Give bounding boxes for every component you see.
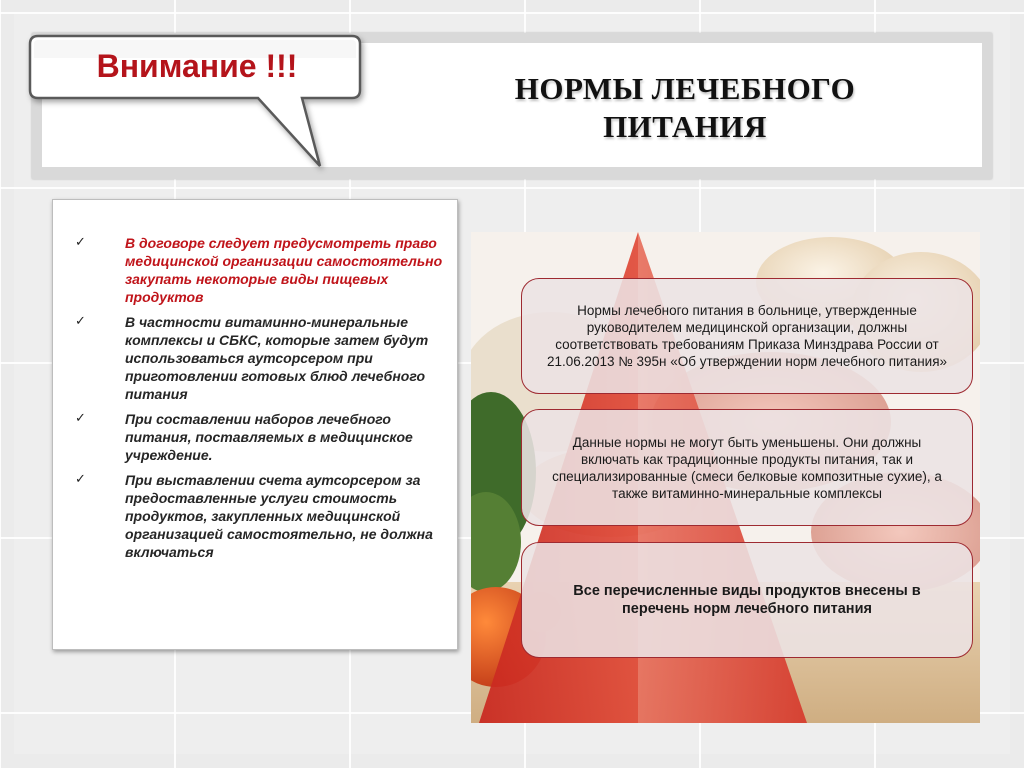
checkmark-icon: ✓ — [75, 235, 86, 250]
bullet-item — [75, 234, 443, 306]
checkmark-icon: ✓ — [75, 314, 86, 329]
bullet-text: В частности витаминно-минеральные комплексы и СБКС, которые затем будут использоваться аутсорсером при приготовлении готовых блюд лечебного питания — [125, 314, 429, 402]
page-title — [455, 70, 915, 146]
bullet-item — [75, 313, 443, 403]
bullet-item — [75, 410, 443, 464]
pyramid-box-top: Нормы лечебного питания в больнице, утвержденные руководителем медицинской организации, должны соответствовать требованиям Приказа Минздрава России от 21.06.2013 № 395н «Об утверждении норм лечебного питания» — [521, 278, 973, 394]
page-title-line1: НОРМЫ ЛЕЧЕБНОГО — [514, 71, 856, 106]
left-text-card — [52, 199, 458, 650]
bullet-text: В договоре следует предусмотреть право медицинской организации самостоятельно закупать некоторые виды пищевых продуктов — [125, 235, 443, 305]
bullet-text: При составлении наборов лечебного питания, поставляемых в медицинское учреждение. — [125, 411, 413, 463]
page-title-line2: ПИТАНИЯ — [603, 109, 767, 144]
callout-text: Внимание !!! — [96, 48, 298, 84]
pyramid-box-bottom: Все перечисленные виды продуктов внесены в перечень норм лечебного питания — [521, 542, 973, 658]
bullet-item — [75, 471, 443, 561]
bullet-text: При выставлении счета аутсорсером за предоставленные услуги стоимость продуктов, закупленных медицинской организацией самостоятельно, не должна включаться — [125, 472, 433, 560]
pyramid-box-middle: Данные нормы не могут быть уменьшены. Они должны включать как традиционные продукты питания, так и специализированные (смеси белковые композитные сухие), а также витаминно-минеральные комплексы — [521, 409, 973, 526]
bullet-list — [53, 200, 457, 561]
checkmark-icon: ✓ — [75, 472, 86, 487]
checkmark-icon: ✓ — [75, 411, 86, 426]
